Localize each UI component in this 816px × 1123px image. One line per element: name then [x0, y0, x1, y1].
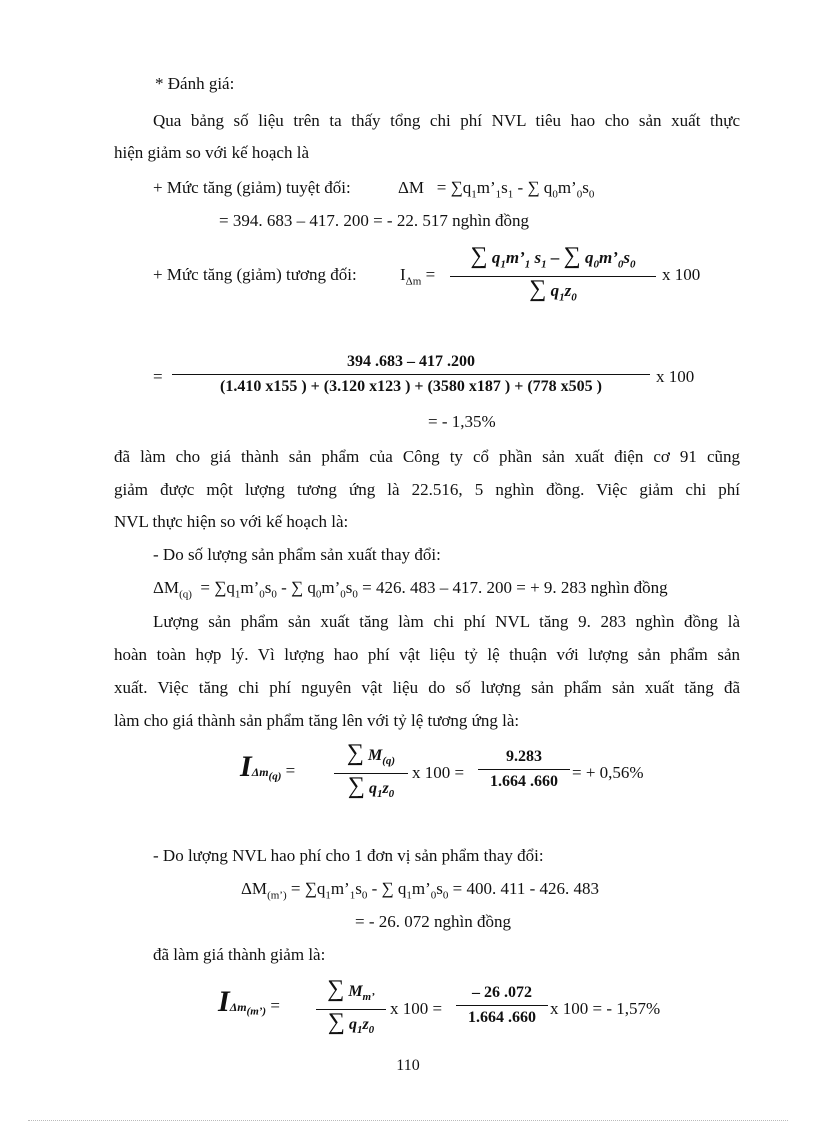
- norm-result: = 400. 411 - 426. 483: [452, 879, 600, 898]
- para2-line-3: xuất. Việc tăng chi phí nguyên vật liệu do số lượng sản phẩm sản xuất tăng đã: [114, 678, 740, 697]
- norm-heading: - Do lượng NVL hao phí cho 1 đơn vị sản phẩm thay đổi:: [153, 846, 544, 865]
- qty-formula: $\Delta M_{(q)}$ = $\sum q_1m’_0s_0$ - ∑ $q_0m’_0s_0 = 426$. 483 – 417. 200 = + 9. 283 nghìn đồng: [153, 578, 668, 601]
- formula-q-value: 9.283 1.664 .660: [478, 745, 570, 794]
- abs-change-result: = 394. 683 – 417. 200 = - 22. 517 nghìn đồng: [219, 211, 530, 230]
- formula-q-fraction: ∑ $M_{(q)}$ ∑ $q_1z_0$: [334, 741, 408, 806]
- formula-m-fraction: ∑ $M_{m’}$ ∑ $q_1z_0$: [316, 977, 386, 1042]
- para2-line-2: hoàn toàn hợp lý. Vì lượng hao phí vật liệu tỷ lệ thuận với lượng sản phẩm sản: [114, 645, 740, 664]
- page-border: [28, 1120, 788, 1121]
- rel-change-times100: x 100: [662, 265, 701, 284]
- formula-m-value: – 26 .072 1.664 .660: [456, 981, 548, 1030]
- formula-m-times100: x 100 =: [390, 999, 443, 1018]
- formula-m-result: x 100 = - 1,57%: [550, 999, 661, 1018]
- calc-result: = - 1,35%: [428, 412, 496, 431]
- calc-fraction: [172, 350, 650, 399]
- para1-line-2: giảm được một lượng tương ứng là 22.516, 5 nghìn đồng. Việc giảm chi phí: [114, 480, 740, 499]
- calc-times100: x 100: [656, 367, 695, 386]
- para1-line-1: đã làm cho giá thành sản phẩm của Công ty cổ phần sản xuất điện cơ 91 cũng: [114, 447, 740, 466]
- para2-line-1: Lượng sản phẩm sản xuất tăng làm chi phí NVL tăng 9. 283 nghìn đồng là: [153, 612, 740, 631]
- intro-line-1: Qua bảng số liệu trên ta thấy tổng chi phí NVL tiêu hao cho sản xuất thực: [153, 111, 740, 130]
- norm-result-2: = - 26. 072 nghìn đồng: [355, 912, 511, 931]
- heading: * Đánh giá:: [155, 74, 235, 93]
- rel-change-label: + Mức tăng (giảm) tương đối:: [153, 265, 357, 284]
- qty-result: = 426. 483 – 417. 200 = + 9. 283 nghìn đồng: [362, 578, 668, 597]
- intro-line-2: hiện giảm so với kế hoạch là: [114, 143, 309, 162]
- calc-numerator: 394 .683 – 417 .200: [347, 353, 475, 370]
- para2-line-4: làm cho giá thành sản phẩm tăng lên với tỷ lệ tương ứng là:: [114, 711, 520, 730]
- abs-change-formula: $\Delta M = \sum q_1m’_1s_1$ - ∑ $q_0m’_0s_0$: [398, 178, 595, 201]
- para3: đã làm giá thành giảm là:: [153, 945, 326, 964]
- para1-line-3: NVL thực hiện so với kế hoạch là:: [114, 512, 349, 531]
- calc-denominator: (1.410 x155 ) + (3.120 x123 ) + (3580 x187 ) + (778 x505 ): [220, 378, 602, 395]
- rel-change-index: $I_{\Delta m}$ =: [400, 265, 436, 288]
- qty-heading: - Do số lượng sản phẩm sản xuất thay đổi:: [153, 545, 441, 564]
- abs-change-label: + Mức tăng (giảm) tuyệt đối:: [153, 178, 351, 197]
- rel-change-fraction: ∑ $q_1m’_1$ $s_1$ – ∑ $q_0m’_0s_0$ ∑ $q_1z_0$: [450, 244, 656, 310]
- norm-formula: $\Delta M_{(m’)}$ = $\sum q_1m’_1s_0$ - ∑ $q_1m’_0s_0 = 400$. 411 - 426. 483: [241, 879, 600, 902]
- page-number: 110: [396, 1057, 420, 1074]
- formula-q-result: = + 0,56%: [572, 763, 644, 782]
- formula-m-index: IΔm$_{(m’)}$ =: [218, 985, 280, 1018]
- formula-q-times100: x 100 =: [412, 763, 465, 782]
- calc-equals: =: [153, 367, 163, 386]
- formula-q-index: IΔm$_{(q)}$ =: [240, 750, 296, 783]
